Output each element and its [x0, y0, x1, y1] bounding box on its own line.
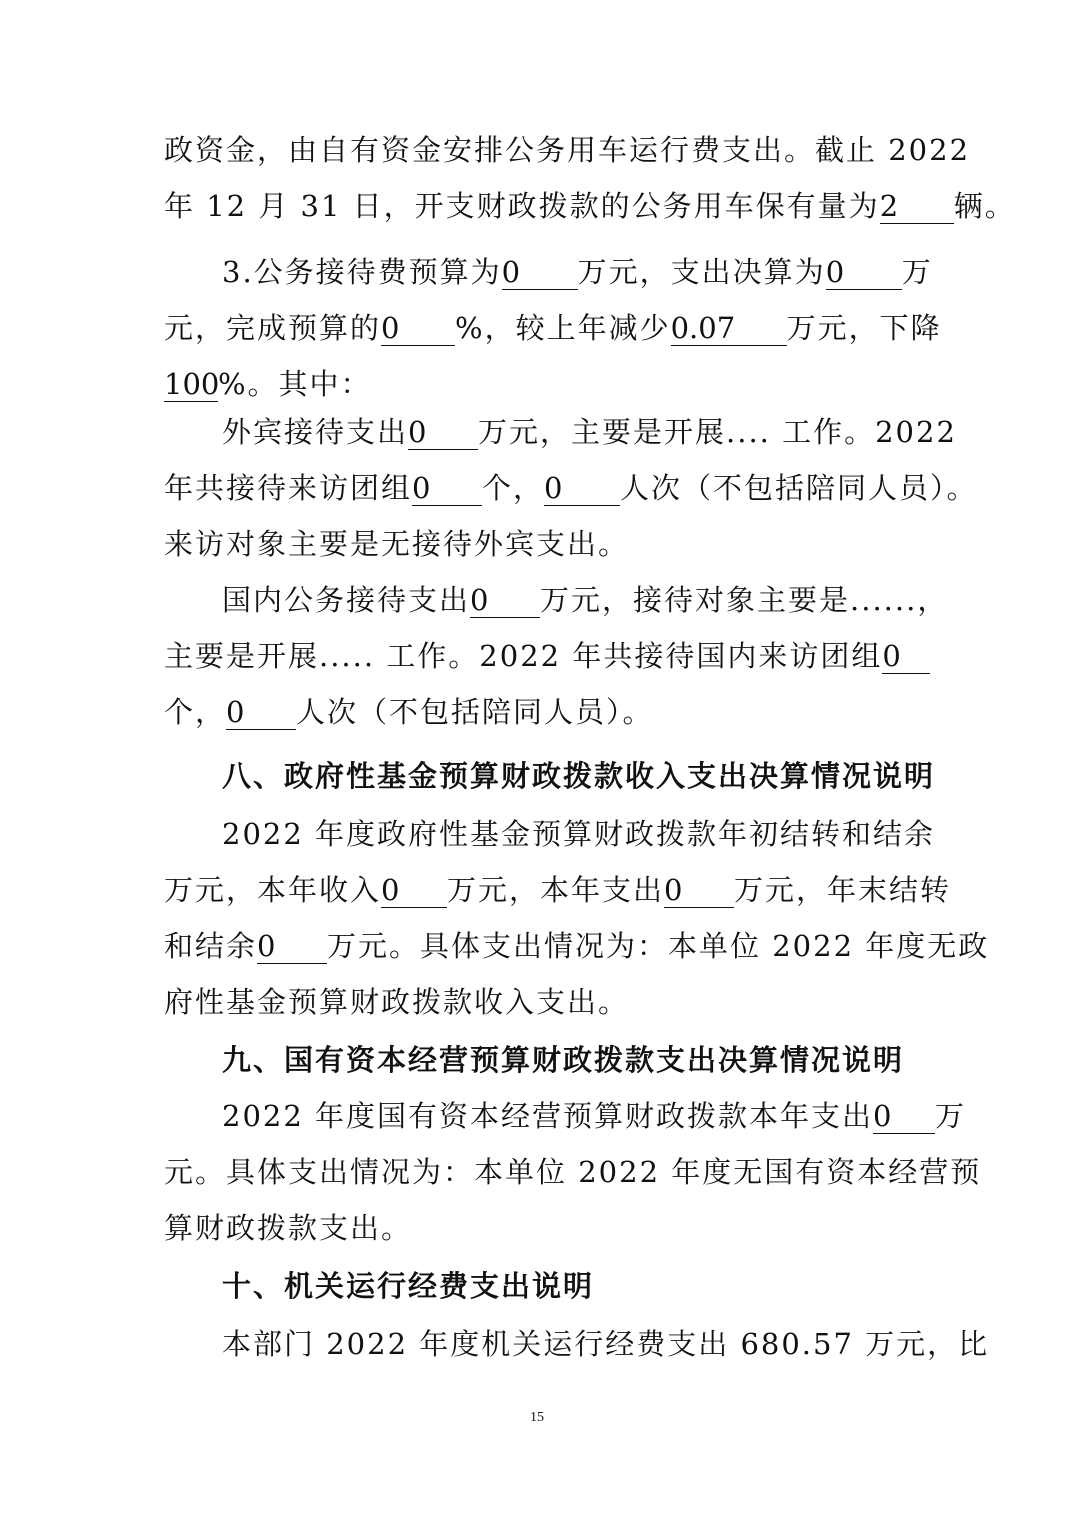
text-line: 府性基金预算财政拨款收入支出。	[164, 985, 630, 1019]
filled-blank: 0.07	[671, 311, 787, 346]
text-line: 外宾接待支出0 万元，主要是开展.... 工作。2022	[222, 415, 957, 449]
filled-blank: 0	[412, 471, 482, 506]
filled-blank: 0	[470, 583, 540, 618]
page-number: 15	[530, 1410, 544, 1425]
text-line: 100%。其中：	[164, 367, 372, 401]
filled-blank: 0	[873, 1099, 935, 1134]
text-line: 政资金，由自有资金安排公务用车运行费支出。截止 2022	[164, 133, 971, 167]
text-line: 元。具体支出情况为：本单位 2022 年度无国有资本经营预	[164, 1155, 982, 1189]
filled-blank: 0	[381, 873, 447, 908]
text-line: 元，完成预算的0 %，较上年减少0.07 万元，下降	[164, 311, 942, 345]
filled-blank: 2	[880, 189, 954, 224]
text-line: 和结余0 万元。具体支出情况为：本单位 2022 年度无政	[164, 929, 990, 963]
filled-blank: 0	[826, 255, 902, 290]
text-line: 本部门 2022 年度机关运行经费支出 680.57 万元，比	[222, 1327, 990, 1361]
text-line: 万元，本年收入0 万元，本年支出0 万元，年末结转	[164, 873, 952, 907]
filled-blank: 0	[544, 471, 620, 506]
filled-blank: 0	[664, 873, 734, 908]
section-heading: 九、国有资本经营预算财政拨款支出决算情况说明	[222, 1043, 905, 1077]
section-heading: 八、政府性基金预算财政拨款收入支出决算情况说明	[222, 759, 936, 793]
text-line: 年 12 月 31 日，开支财政拨款的公务用车保有量为2 辆。	[164, 189, 1016, 223]
filled-blank: 0	[408, 415, 478, 450]
text-line: 来访对象主要是无接待外宾支出。	[164, 527, 630, 561]
text-line: 算财政拨款支出。	[164, 1211, 413, 1245]
section-heading: 十、机关运行经费支出说明	[222, 1269, 595, 1303]
filled-blank: 0	[226, 695, 296, 730]
text-line: 年共接待来访团组0 个，0 人次（不包括陪同人员）。	[164, 471, 978, 505]
text-line: 3.公务接待费预算为0 万元，支出决算为0 万	[222, 255, 933, 289]
text-line: 国内公务接待支出0 万元，接待对象主要是......，	[222, 583, 949, 617]
filled-blank: 0	[381, 311, 455, 346]
filled-blank: 0	[882, 639, 930, 674]
filled-blank: 0	[502, 255, 578, 290]
filled-blank: 0	[257, 929, 327, 964]
text-line: 个，0 人次（不包括陪同人员）。	[164, 695, 654, 729]
filled-blank: 100	[164, 367, 220, 401]
text-line: 2022 年度政府性基金预算财政拨款年初结转和结余	[222, 817, 936, 851]
text-line: 主要是开展..... 工作。2022 年共接待国内来访团组0	[164, 636, 912, 676]
text-line: 2022 年度国有资本经营预算财政拨款本年支出0 万	[222, 1099, 967, 1133]
